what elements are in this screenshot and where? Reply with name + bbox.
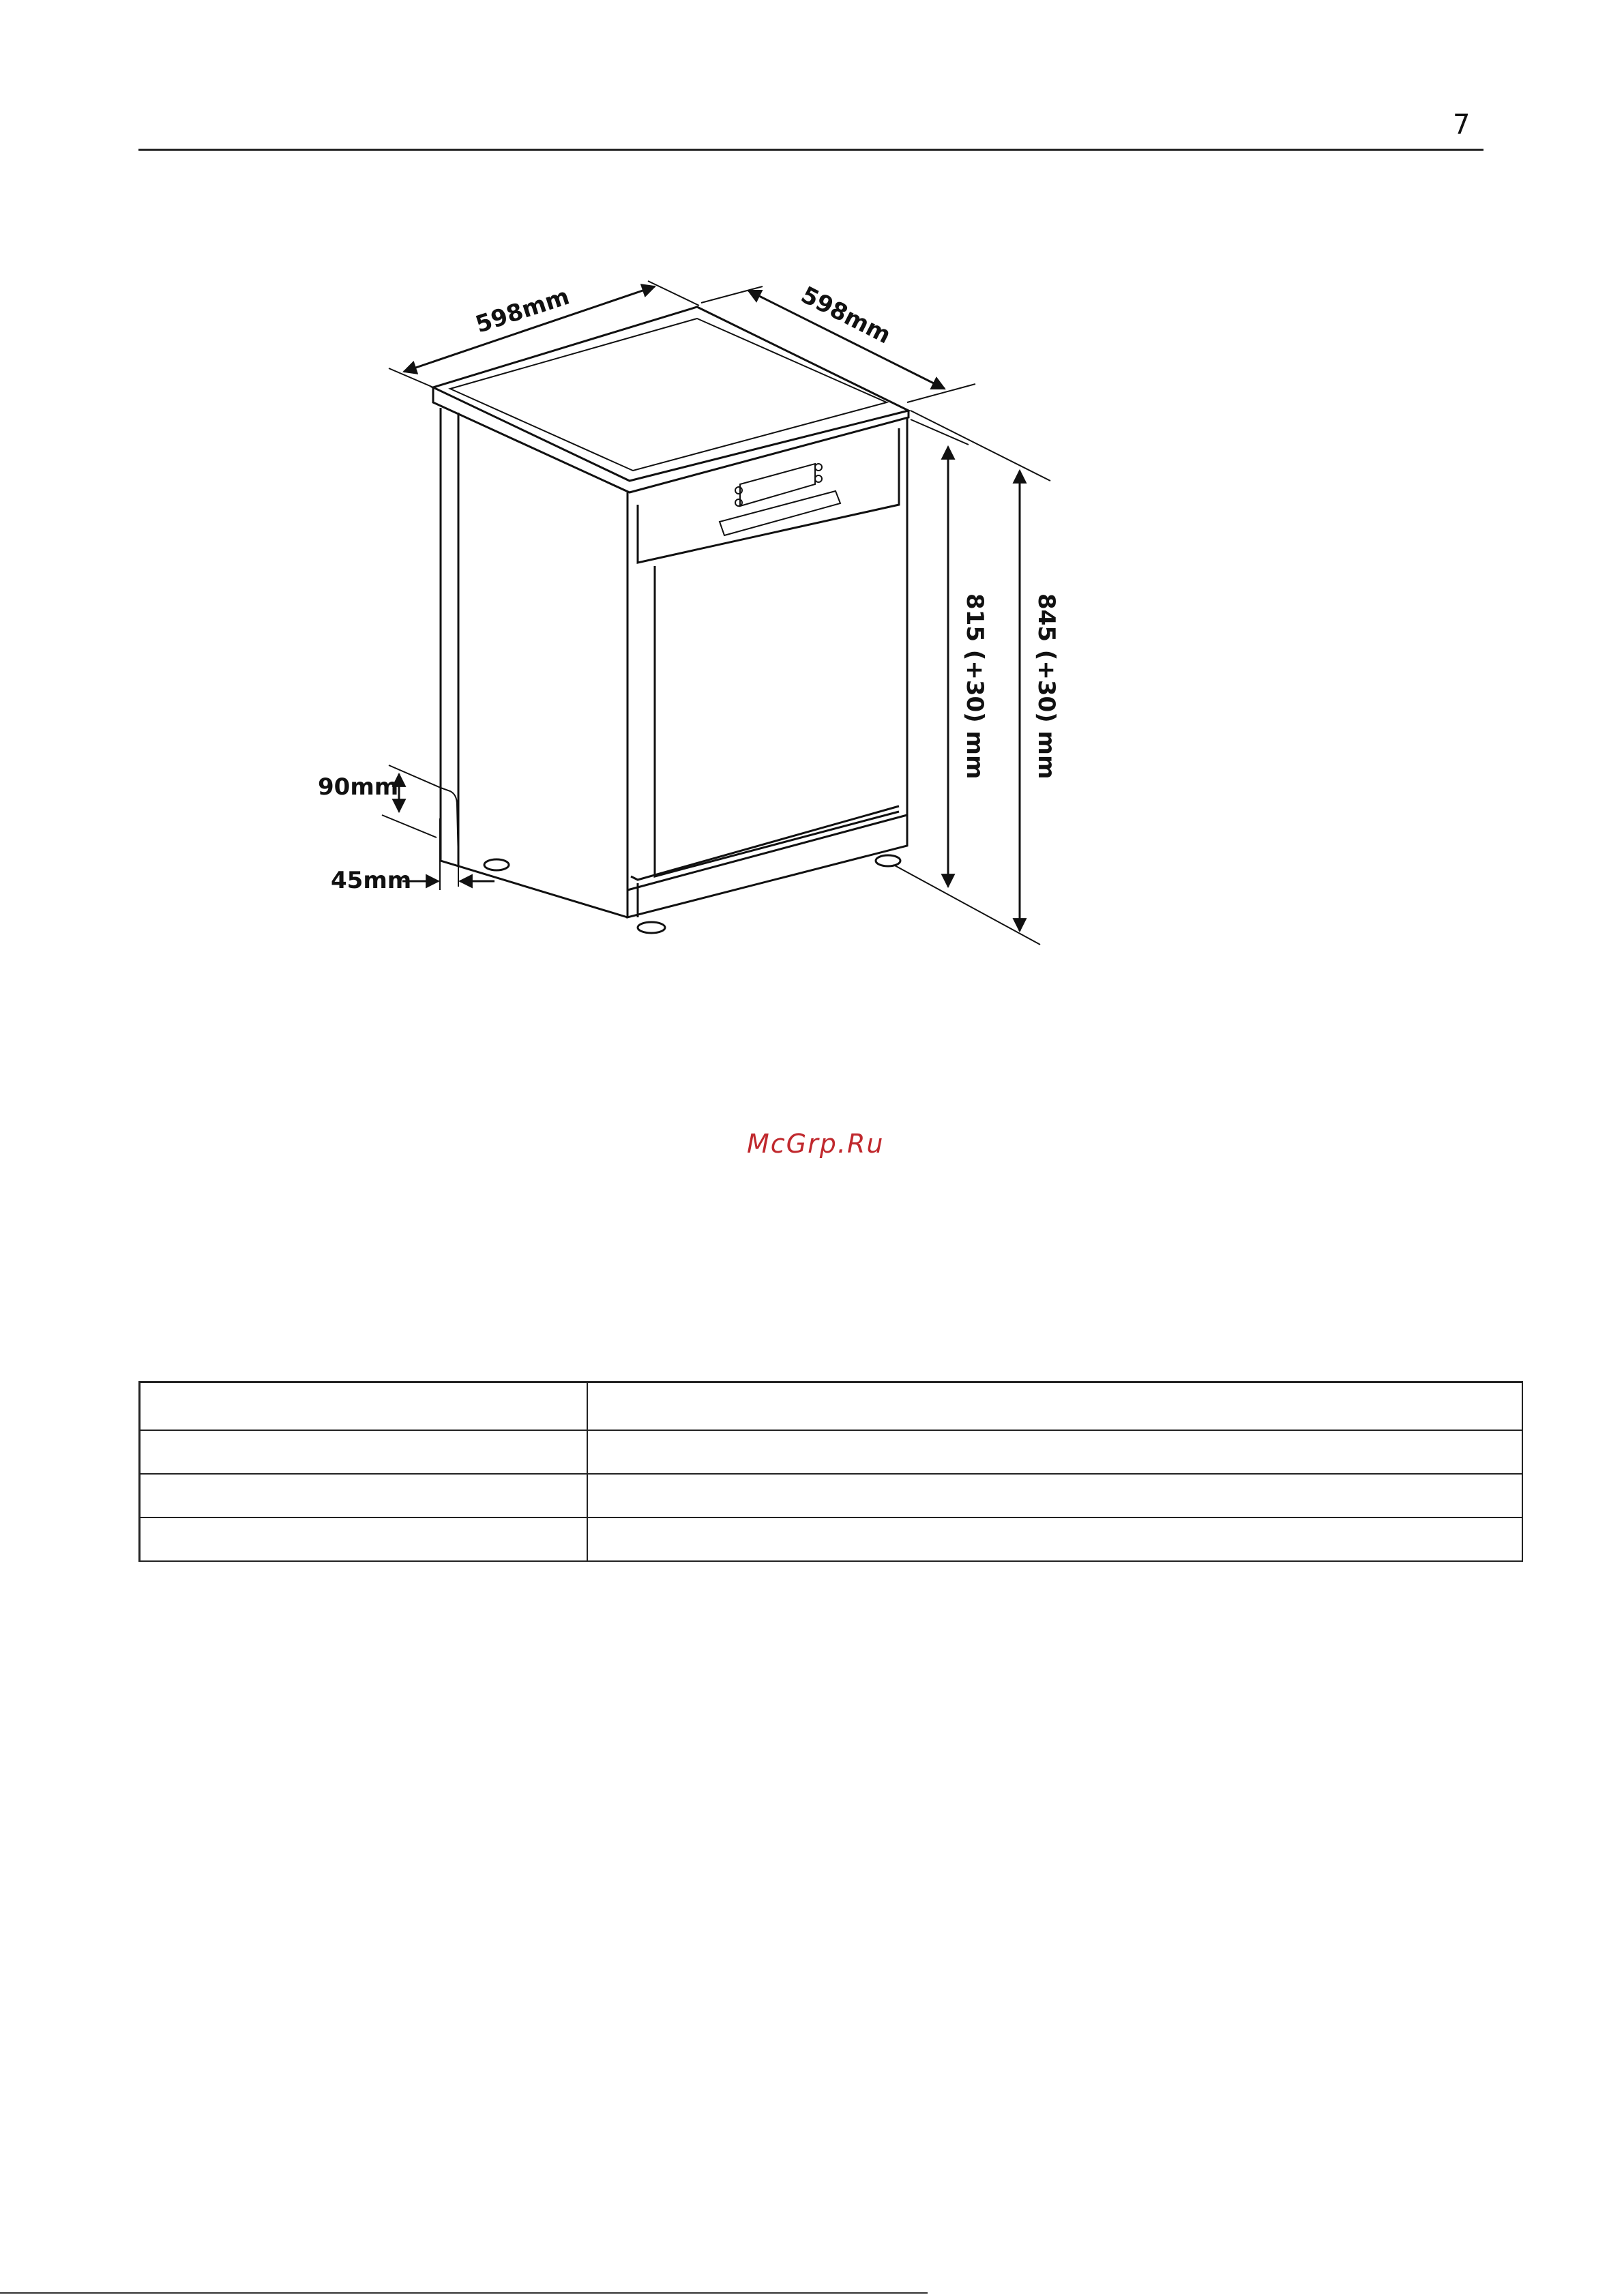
table-row: [140, 1517, 1523, 1561]
table-cell: [140, 1474, 588, 1517]
table-cell: [140, 1430, 588, 1474]
table-cell: [587, 1474, 1522, 1517]
table-row: [140, 1382, 1523, 1431]
depth-label: 598mm: [796, 281, 896, 350]
table-cell: [140, 1517, 588, 1561]
table-cell: [140, 1382, 588, 1431]
page-number: 7: [1453, 109, 1471, 140]
table-row: [140, 1430, 1523, 1474]
dishwasher-dimension-drawing: [0, 0, 1624, 1023]
table-cell: [587, 1517, 1522, 1561]
height-max-label: 845 (+30) mm: [1033, 593, 1060, 780]
toe-height-label: 90mm: [318, 773, 399, 801]
table-row: [140, 1474, 1523, 1517]
dimension-lines: [382, 281, 1050, 945]
table-cell: [587, 1382, 1522, 1431]
spec-table: [138, 1381, 1523, 1562]
footer-rule: [0, 2292, 928, 2294]
dishwasher-outline: [433, 307, 909, 933]
watermark: McGrp.Ru: [747, 1129, 885, 1159]
height-label: 815 (+30) mm: [961, 593, 988, 780]
width-label: 598mm: [472, 282, 573, 339]
toe-depth-label: 45mm: [331, 867, 412, 894]
table-cell: [587, 1430, 1522, 1474]
